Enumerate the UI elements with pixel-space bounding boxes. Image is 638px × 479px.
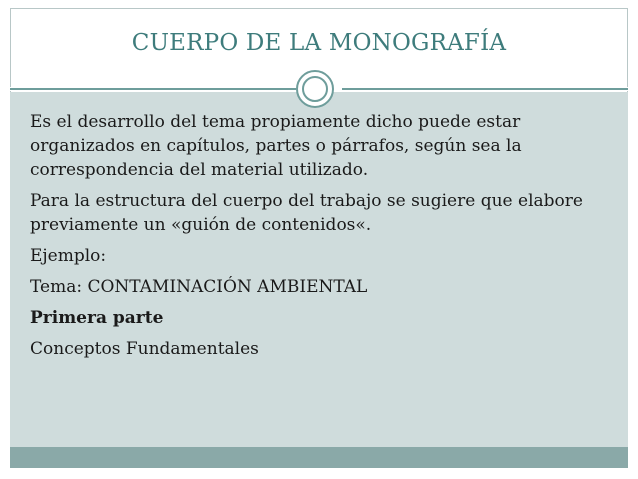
paragraph-example-label: Ejemplo: [30, 246, 107, 266]
bottom-bar [10, 447, 628, 468]
paragraph-structure: Para la estructura del cuerpo del trabajo se sugiere que elabore previamente un «guión de contenidos«. [30, 191, 583, 235]
divider-line-right [342, 88, 628, 90]
divider-line-left [10, 88, 296, 90]
paragraph-first-part: Primera parte [30, 308, 164, 328]
paragraph-definition: Es el desarrollo del tema propiamente dicho puede estar organizados en capítulos, partes o párrafos, según sea la correspondencia del material utilizado. [30, 112, 522, 180]
slide-title: CUERPO DE LA MONOGRAFÍA [131, 30, 507, 56]
paragraph-concepts: Conceptos Fundamentales [30, 339, 259, 359]
paragraph-topic: Tema: CONTAMINACIÓN AMBIENTAL [30, 277, 368, 297]
body-text [30, 110, 610, 368]
content-area [10, 92, 628, 448]
circle-ornament-inner [302, 76, 328, 102]
